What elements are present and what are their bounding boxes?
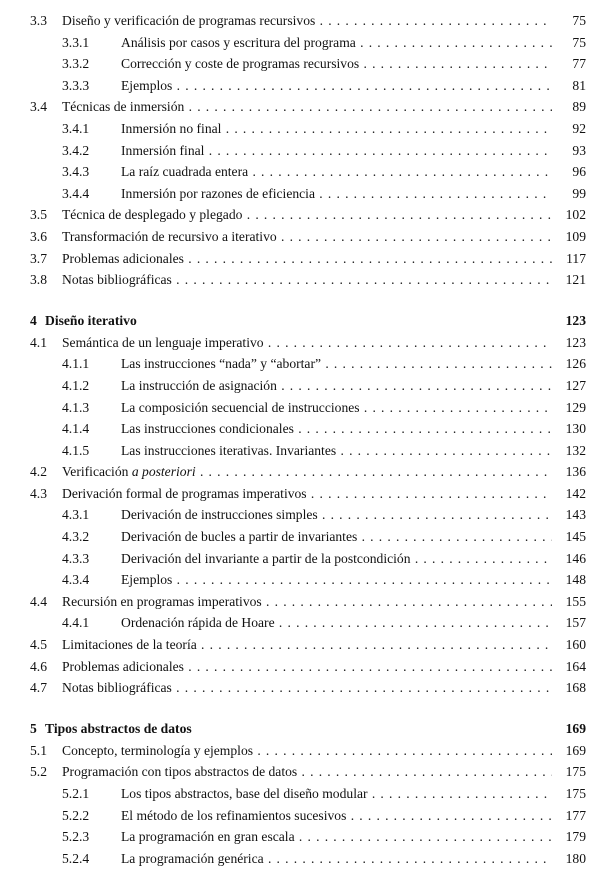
toc-entry[interactable] xyxy=(30,591,586,613)
entry-title: La programación genérica xyxy=(121,850,264,866)
entry-title-container xyxy=(121,805,552,827)
entry-title: Inmersión final xyxy=(121,142,205,158)
entry-number: 4.1 xyxy=(30,334,47,350)
dot-leader xyxy=(121,183,552,205)
toc-chapter-entry[interactable] xyxy=(30,310,586,332)
entry-title-container xyxy=(121,569,552,591)
toc-entry[interactable] xyxy=(30,397,586,419)
entry-page-number: 81 xyxy=(572,77,586,93)
entry-number: 3.3.1 xyxy=(62,34,90,50)
entry-title: Inmersión por razones de eficiencia xyxy=(121,185,315,201)
entry-title-container xyxy=(121,418,552,440)
entry-title: Técnica de desplegado y plegado xyxy=(62,207,243,223)
entry-page-number: 164 xyxy=(565,658,586,674)
entry-title: La programación en gran escala xyxy=(121,829,295,845)
toc-entry[interactable] xyxy=(30,32,586,54)
entry-number: 3.8 xyxy=(30,272,47,288)
entry-title-container xyxy=(121,548,552,570)
entry-title-container xyxy=(121,440,552,462)
entry-page-number: 102 xyxy=(565,207,586,223)
entry-title-container xyxy=(121,183,552,205)
entry-page-number: 179 xyxy=(565,829,586,845)
entry-title: Los tipos abstractos, base del diseño modular xyxy=(121,786,368,801)
entry-number: 5.2.2 xyxy=(62,807,90,823)
toc-entry[interactable] xyxy=(30,483,586,505)
entry-title-container xyxy=(62,634,552,656)
entry-page-number: 180 xyxy=(565,850,586,866)
entry-page-number: 132 xyxy=(565,442,586,458)
toc-entry[interactable] xyxy=(30,504,586,526)
toc-entry[interactable] xyxy=(30,226,586,248)
entry-page-number: 75 xyxy=(572,34,586,50)
toc-entry[interactable] xyxy=(30,826,586,848)
entry-title: Tipos abstractos de datos xyxy=(45,721,198,736)
toc-entry[interactable] xyxy=(30,569,586,591)
entry-page-number: 155 xyxy=(565,593,586,609)
toc-entry[interactable] xyxy=(30,183,586,205)
entry-number: 3.4.3 xyxy=(62,164,90,180)
entry-title: Ejemplos xyxy=(121,77,173,93)
entry-page-number: 123 xyxy=(565,312,586,328)
dot-leader xyxy=(121,783,552,805)
dot-leader xyxy=(62,591,552,613)
dot-leader xyxy=(62,10,552,32)
chapter-spacer xyxy=(30,291,586,300)
entry-title: Notas bibliográficas xyxy=(62,272,172,288)
toc-entry[interactable] xyxy=(30,248,586,270)
dot-leader xyxy=(121,569,552,591)
entry-title-container xyxy=(121,375,552,397)
entry-page-number: 121 xyxy=(565,272,586,288)
entry-title-container xyxy=(121,161,552,183)
entry-title-container xyxy=(62,656,552,678)
entry-page-number: 127 xyxy=(565,377,586,393)
entry-number: 4 xyxy=(30,312,37,328)
entry-page-number: 129 xyxy=(565,399,586,415)
entry-number: 3.4 xyxy=(30,99,47,115)
entry-page-number: 177 xyxy=(565,807,586,823)
dot-leader xyxy=(121,526,552,548)
dot-leader xyxy=(62,204,552,226)
entry-page-number: 96 xyxy=(572,164,586,180)
entry-title: Semántica de un lenguaje imperativo xyxy=(62,334,264,350)
dot-leader xyxy=(62,248,552,270)
entry-title-container xyxy=(62,740,552,762)
entry-page-number: 143 xyxy=(565,507,586,523)
entry-number: 4.4 xyxy=(30,593,47,609)
entry-number: 4.3.3 xyxy=(62,550,90,566)
entry-title-container xyxy=(62,96,552,118)
entry-page-number: 75 xyxy=(572,13,586,28)
entry-number: 4.3.4 xyxy=(62,572,90,588)
entry-title-container xyxy=(121,826,552,848)
entry-number: 3.3.2 xyxy=(62,56,90,72)
entry-page-number: 146 xyxy=(565,550,586,566)
entry-title: Corrección y coste de programas recursivos xyxy=(121,56,360,72)
entry-page-number: 130 xyxy=(565,421,586,437)
dot-leader xyxy=(62,226,552,248)
entry-number: 4.1.5 xyxy=(62,442,90,458)
entry-page-number: 123 xyxy=(565,334,586,350)
dot-leader xyxy=(62,656,552,678)
entry-page-number: 169 xyxy=(565,720,586,736)
dot-leader xyxy=(121,53,552,75)
dot-leader xyxy=(62,740,552,762)
entry-title-container xyxy=(62,761,552,783)
toc-entry[interactable] xyxy=(30,848,586,869)
table-of-contents xyxy=(30,10,586,869)
entry-title: Derivación formal de programas imperativos xyxy=(62,485,307,501)
dot-leader xyxy=(62,332,552,354)
entry-title-container xyxy=(121,32,552,54)
toc-chapter-entry[interactable] xyxy=(30,718,586,740)
entry-page-number: 93 xyxy=(572,142,586,158)
entry-title: Diseño y verificación de programas recursivos xyxy=(62,13,316,28)
entry-page-number: 126 xyxy=(565,356,586,372)
entry-title: Notas bibliográficas xyxy=(62,680,172,696)
entry-title: Derivación del invariante a partir de la postcondición xyxy=(121,550,411,566)
toc-entry[interactable] xyxy=(30,548,586,570)
dot-leader xyxy=(62,483,552,505)
entry-title-container xyxy=(121,118,552,140)
entry-number: 3.4.1 xyxy=(62,120,90,136)
chapter-spacer xyxy=(30,699,586,708)
entry-page-number: 175 xyxy=(565,764,586,780)
toc-entry[interactable] xyxy=(30,204,586,226)
entry-title: Derivación de bucles a partir de invariantes xyxy=(121,529,358,545)
entry-title: Inmersión no final xyxy=(121,120,222,136)
entry-title-container xyxy=(121,397,552,419)
dot-leader xyxy=(121,75,552,97)
entry-page-number: 99 xyxy=(572,185,586,201)
toc-entry[interactable] xyxy=(30,740,586,762)
toc-entry[interactable] xyxy=(30,656,586,678)
entry-number: 4.2 xyxy=(30,464,47,480)
entry-title-container xyxy=(62,677,552,699)
entry-page-number: 92 xyxy=(572,120,586,136)
entry-page-number: 136 xyxy=(565,464,586,480)
entry-title-container xyxy=(121,848,552,869)
entry-number: 3.4.4 xyxy=(62,185,90,201)
entry-title-container xyxy=(121,140,552,162)
dot-leader xyxy=(62,269,552,291)
toc-entry[interactable] xyxy=(30,612,586,634)
dot-leader xyxy=(45,721,198,736)
entry-title: La raíz cuadrada entera xyxy=(121,164,249,180)
entry-page-number: 145 xyxy=(565,529,586,545)
entry-number: 4.3.1 xyxy=(62,507,90,523)
entry-title-container xyxy=(62,591,552,613)
entry-title-container xyxy=(62,269,552,291)
entry-number: 5 xyxy=(30,720,37,736)
dot-leader xyxy=(121,32,552,54)
entry-title: Análisis por casos y escritura del programa xyxy=(121,34,356,50)
dot-leader xyxy=(121,548,552,570)
entry-number: 4.5 xyxy=(30,637,47,653)
toc-entry[interactable] xyxy=(30,118,586,140)
toc-entry[interactable] xyxy=(30,96,586,118)
dot-leader xyxy=(121,375,552,397)
entry-number: 5.1 xyxy=(30,742,47,758)
dot-leader xyxy=(121,504,552,526)
toc-entry[interactable] xyxy=(30,75,586,97)
entry-title: Derivación de instrucciones simples xyxy=(121,507,318,523)
dot-leader xyxy=(45,313,143,328)
dot-leader xyxy=(121,848,552,869)
entry-title: El método de los refinamientos sucesivos xyxy=(121,807,347,823)
dot-leader xyxy=(121,140,552,162)
entry-title: Problemas adicionales xyxy=(62,250,184,266)
entry-title: Verificación a posteriori xyxy=(62,464,196,480)
dot-leader xyxy=(62,677,552,699)
entry-title: Las instrucciones iterativas. Invariantes xyxy=(121,442,337,458)
italic-phrase: a posteriori xyxy=(131,464,196,480)
entry-page-number: 142 xyxy=(565,485,586,501)
entry-title: Las instrucciones condicionales xyxy=(121,421,294,437)
entry-number: 4.1.4 xyxy=(62,421,90,437)
entry-title-container xyxy=(121,612,552,634)
entry-title: La instrucción de asignación xyxy=(121,377,277,393)
entry-title: Diseño iterativo xyxy=(45,313,143,328)
entry-title-container xyxy=(45,718,552,740)
entry-number: 4.7 xyxy=(30,680,47,696)
entry-number: 5.2.1 xyxy=(62,786,90,801)
entry-title: Las instrucciones “nada” y “abortar” xyxy=(121,356,322,372)
entry-title-container xyxy=(121,53,552,75)
entry-title-container xyxy=(62,461,552,483)
dot-leader xyxy=(62,96,552,118)
toc-entry[interactable] xyxy=(30,677,586,699)
entry-title: Ejemplos xyxy=(121,572,173,588)
dot-leader xyxy=(121,826,552,848)
entry-title-container xyxy=(121,783,552,805)
entry-title: Problemas adicionales xyxy=(62,658,184,674)
entry-number: 3.6 xyxy=(30,228,47,244)
toc-entry[interactable] xyxy=(30,783,586,805)
entry-title: Ordenación rápida de Hoare xyxy=(121,615,275,631)
dot-leader xyxy=(121,805,552,827)
entry-title-container xyxy=(121,75,552,97)
entry-title: Concepto, terminología y ejemplos xyxy=(62,742,254,758)
dot-leader xyxy=(62,634,552,656)
toc-entry[interactable] xyxy=(30,461,586,483)
entry-number: 4.4.1 xyxy=(62,615,90,631)
entry-page-number: 117 xyxy=(566,250,586,266)
entry-title-container xyxy=(62,332,552,354)
toc-entry[interactable] xyxy=(30,10,586,32)
entry-title: La composición secuencial de instrucciones xyxy=(121,399,360,415)
entry-page-number: 160 xyxy=(565,637,586,653)
entry-number: 3.3 xyxy=(30,13,47,28)
toc-entry[interactable] xyxy=(30,440,586,462)
entry-page-number: 77 xyxy=(572,56,586,72)
entry-title-container xyxy=(62,10,552,32)
toc-entry[interactable] xyxy=(30,375,586,397)
entry-page-number: 89 xyxy=(572,99,586,115)
dot-leader xyxy=(121,161,552,183)
toc-entry[interactable] xyxy=(30,526,586,548)
entry-number: 5.2.3 xyxy=(62,829,90,845)
dot-leader xyxy=(121,353,552,375)
entry-number: 4.6 xyxy=(30,658,47,674)
toc-entry[interactable] xyxy=(30,418,586,440)
entry-page-number: 175 xyxy=(565,786,586,801)
toc-entry[interactable] xyxy=(30,332,586,354)
dot-leader xyxy=(121,440,552,462)
toc-entry[interactable] xyxy=(30,353,586,375)
toc-entry[interactable] xyxy=(30,761,586,783)
entry-number: 4.3 xyxy=(30,485,47,501)
entry-page-number: 109 xyxy=(565,228,586,244)
dot-leader xyxy=(62,461,552,483)
dot-leader xyxy=(62,761,552,783)
toc-entry[interactable] xyxy=(30,140,586,162)
entry-number: 5.2.4 xyxy=(62,850,90,866)
entry-number: 4.1.3 xyxy=(62,399,90,415)
dot-leader xyxy=(121,418,552,440)
entry-number: 3.5 xyxy=(30,207,47,223)
entry-page-number: 157 xyxy=(565,615,586,631)
dot-leader xyxy=(121,397,552,419)
toc-entry[interactable] xyxy=(30,269,586,291)
entry-number: 4.1.2 xyxy=(62,377,90,393)
entry-number: 4.1.1 xyxy=(62,356,90,372)
entry-number: 3.7 xyxy=(30,250,47,266)
entry-number: 4.3.2 xyxy=(62,529,90,545)
entry-title-container xyxy=(62,483,552,505)
dot-leader xyxy=(121,118,552,140)
entry-title: Técnicas de inmersión xyxy=(62,99,185,115)
entry-page-number: 169 xyxy=(565,742,586,758)
toc-entry[interactable] xyxy=(30,161,586,183)
entry-title: Transformación de recursivo a iterativo xyxy=(62,228,277,244)
entry-page-number: 148 xyxy=(565,572,586,588)
entry-title: Programación con tipos abstractos de datos xyxy=(62,764,298,780)
entry-title-container xyxy=(121,526,552,548)
entry-number: 5.2 xyxy=(30,764,47,780)
entry-title-container xyxy=(62,204,552,226)
dot-leader xyxy=(121,612,552,634)
entry-title-container xyxy=(121,504,552,526)
entry-page-number: 168 xyxy=(565,680,586,696)
toc-entry[interactable] xyxy=(30,634,586,656)
entry-title-container xyxy=(45,310,552,332)
entry-title: Limitaciones de la teoría xyxy=(62,637,197,653)
entry-title-container xyxy=(62,226,552,248)
entry-title-container xyxy=(62,248,552,270)
toc-entry[interactable] xyxy=(30,53,586,75)
entry-number: 3.4.2 xyxy=(62,142,90,158)
entry-number: 3.3.3 xyxy=(62,77,90,93)
entry-title: Recursión en programas imperativos xyxy=(62,593,262,609)
toc-entry[interactable] xyxy=(30,805,586,827)
entry-title-container xyxy=(121,353,552,375)
